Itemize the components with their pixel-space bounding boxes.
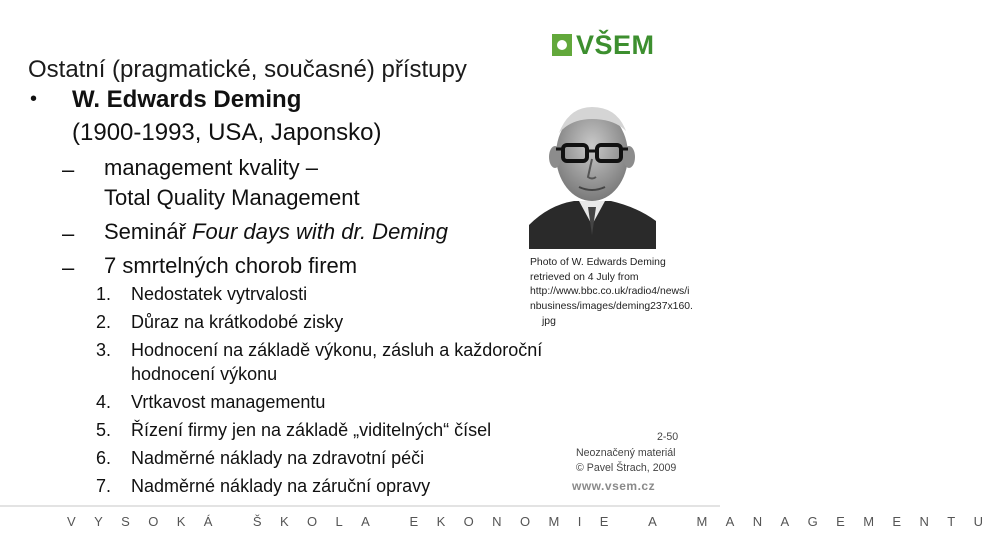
photo-caption-url: nbusiness/images/deming237x160. [530, 301, 693, 312]
dash-item-text: 7 smrtelných chorob firem [104, 253, 358, 278]
dash-marker: – [62, 255, 75, 280]
dash-item-text [104, 219, 448, 245]
list-number: 3. [96, 340, 112, 360]
list-number: 7. [96, 476, 112, 496]
logo-mark-icon [552, 34, 572, 56]
list-item-cont: hodnocení výkonu [131, 364, 278, 384]
list-number: 6. [96, 448, 112, 468]
dash-marker: – [62, 157, 75, 182]
photo-caption-line: Photo of W. Edwards Deming [530, 257, 666, 268]
list-item: Nadměrné náklady na zdravotní péči [131, 448, 425, 468]
footer-bar [0, 505, 1001, 540]
footer-divider [0, 505, 720, 507]
slide-title: Ostatní (pragmatické, současné) přístupy [28, 56, 467, 83]
vsem-logo [552, 30, 680, 60]
list-number: 5. [96, 420, 112, 440]
dash-item-text: management kvality – [104, 155, 318, 180]
logo-text: VŠEM [576, 30, 655, 60]
photo-caption-line: retrieved on 4 July from [530, 272, 639, 283]
footer-website: www.vsem.cz [572, 479, 656, 493]
list-item: Nadměrné náklady na záruční opravy [131, 476, 431, 496]
list-number: 1. [96, 284, 112, 304]
page-number: 2-50 [657, 431, 679, 443]
list-item: Řízení firmy jen na základě „viditelných“ čísel [131, 420, 492, 440]
dash-item-text-cont: Total Quality Management [104, 185, 360, 210]
person-years: (1900-1993, USA, Japonsko) [72, 119, 382, 146]
person-name: W. Edwards Deming [72, 86, 302, 113]
footer-note: Neoznačený materiál [576, 447, 676, 459]
list-number: 2. [96, 312, 112, 332]
list-item: Hodnocení na základě výkonu, zásluh a každoroční [131, 340, 543, 360]
bullet-icon: • [30, 88, 38, 110]
list-item: Vrtkavost managementu [131, 392, 326, 412]
school-name: VYSOKÁ ŠKOLA EKONOMIE A MANAGEMENTU [67, 514, 1001, 529]
seminar-prefix: Seminář [104, 219, 193, 244]
photo-caption-url: http://www.bbc.co.uk/radio4/news/i [530, 286, 690, 297]
list-item: Důraz na krátkodobé zisky [131, 312, 344, 332]
deming-photo [529, 97, 656, 249]
list-number: 4. [96, 392, 112, 412]
footer-copyright: © Pavel Štrach, 2009 [576, 462, 677, 474]
seminar-title: Four days with dr. Deming [192, 219, 448, 244]
dash-marker: – [62, 221, 75, 246]
list-item: Nedostatek vytrvalosti [131, 284, 308, 304]
photo-caption-url: jpg [542, 316, 556, 327]
portrait-illustration [529, 97, 656, 249]
